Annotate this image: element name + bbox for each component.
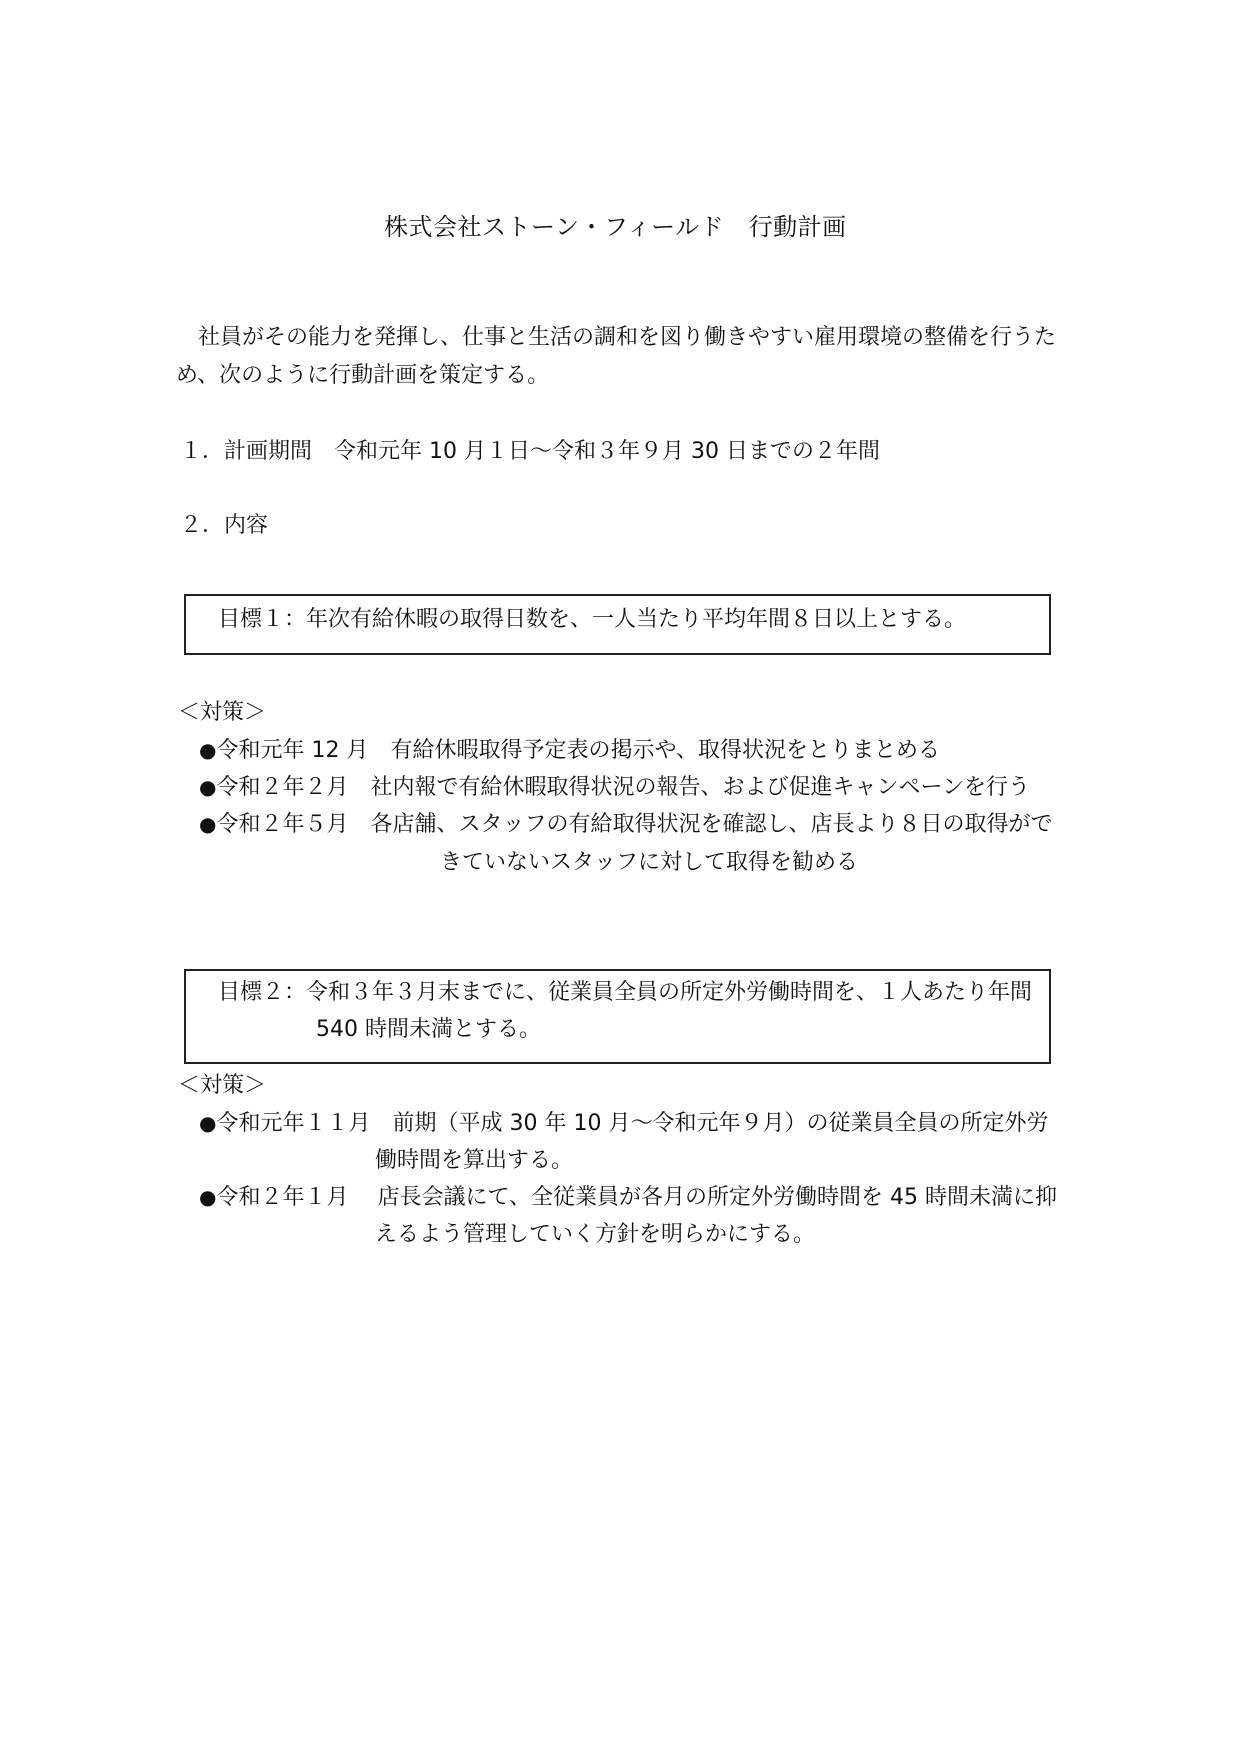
bullet-icon: ●	[199, 775, 217, 799]
measure-text: 社内報で有給休暇取得状況の報告、および促進キャンペーンを行う	[370, 775, 1031, 800]
goal-2-line-1: 目標２：令和３年３月末までに、従業員全員の所定外労働時間を、１人あたり年間	[218, 980, 1033, 1005]
measure-date: 令和元年１１月	[216, 1111, 371, 1136]
intro-line-2: め、次のように行動計画を策定する。	[176, 363, 550, 388]
measure-text: 有給休暇取得予定表の掲示や、取得状況をとりまとめる	[390, 738, 941, 763]
section-contents-heading: ２．内容	[180, 513, 269, 538]
goal-2-line-2: 540 時間未満とする。	[316, 1017, 541, 1042]
measure-text: 前期（平成 30 年 10 月～令和元年９月）の従業員全員の所定外労	[392, 1111, 1049, 1136]
document-title: 株式会社ストーン・フィールド 行動計画	[384, 213, 847, 241]
goal-2-measure-2	[199, 1187, 1057, 1209]
measure-date: 令和２年２月	[216, 775, 349, 800]
goal-2-measures-heading: ＜対策＞	[178, 1073, 267, 1098]
goal-1-measures-heading: ＜対策＞	[178, 700, 267, 725]
bullet-icon: ●	[199, 1111, 217, 1135]
bullet-icon: ●	[199, 812, 217, 836]
goal-1-measure-1	[199, 740, 940, 762]
goal-1-measure-3-continuation: きていないスタッフに対して取得を勧める	[440, 850, 859, 875]
intro-line-1: 社員がその能力を発揮し、仕事と生活の調和を図り働きやすい雇用環境の整備を行うた	[176, 325, 1057, 350]
goal-1-measure-2	[199, 777, 1030, 799]
measure-text: 店長会議にて、全従業員が各月の所定外労働時間を 45 時間未満に抑	[377, 1185, 1058, 1210]
goal-2-measure-2-continuation: えるよう管理していく方針を明らかにする。	[375, 1222, 816, 1247]
goal-2-measure-1	[199, 1113, 1048, 1135]
measure-date: 令和２年５月	[216, 812, 349, 837]
bullet-icon: ●	[199, 738, 217, 762]
goal-2-measure-1-continuation: 働時間を算出する。	[375, 1148, 574, 1173]
measure-date: 令和２年１月	[216, 1185, 349, 1210]
goal-1-text: 目標１：年次有給休暇の取得日数を、一人当たり平均年間８日以上とする。	[218, 607, 967, 632]
measure-date: 令和元年 12 月	[216, 738, 369, 763]
section-plan-period: １．計画期間 令和元年 10 月１日～令和３年９月 30 日までの２年間	[180, 439, 880, 464]
bullet-icon: ●	[199, 1185, 217, 1209]
measure-text: 各店舗、スタッフの有給取得状況を確認し、店長より８日の取得がで	[370, 812, 1053, 837]
goal-1-measure-3	[199, 814, 1053, 836]
